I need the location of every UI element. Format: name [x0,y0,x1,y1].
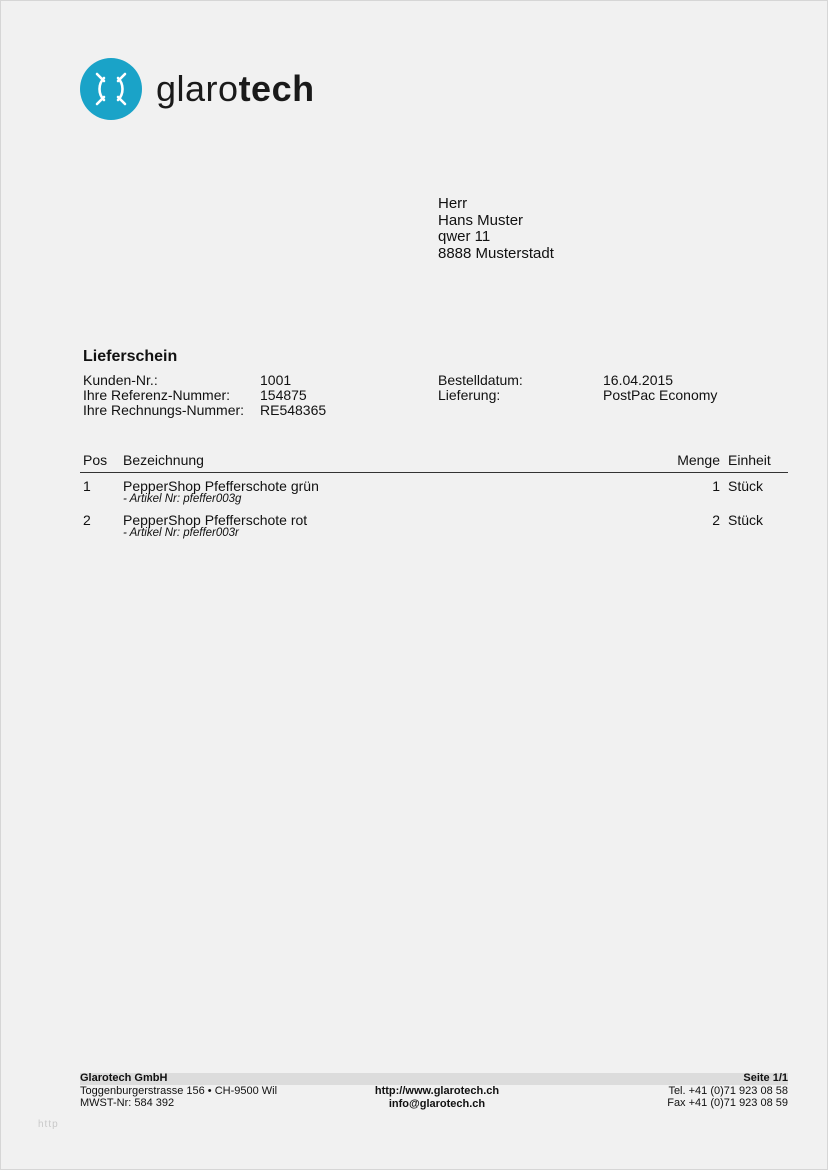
row-quantity: 1 [712,478,720,494]
meta-row-delivery [438,388,717,403]
company-logo [80,58,315,120]
row-pos: 2 [83,512,91,528]
meta-value: 1001 [260,372,292,388]
table-row [80,507,788,541]
row-article-number: - Artikel Nr: pfeffer003r [123,527,239,539]
row-article-number: - Artikel Nr: pfeffer003g [123,493,242,505]
recipient-address [438,196,554,262]
footer-vat: MWST-Nr: 584 392 [80,1097,175,1109]
recipient-street: qwer 11 [438,228,491,245]
row-quantity: 2 [712,512,720,528]
document-title: Lieferschein [83,348,178,365]
glarotech-logo-icon [80,58,142,120]
header-pos: Pos [83,452,108,468]
row-description: PepperShop Pfefferschote grün [123,478,319,494]
row-description: PepperShop Pfefferschote rot [123,512,308,528]
logo-text-bold: tech [238,68,315,109]
order-meta [438,373,717,403]
meta-row-order-date [438,373,717,388]
row-unit: Stück [728,478,764,494]
items-table [80,450,788,541]
meta-row-reference-number [83,388,326,403]
recipient-name: Hans Muster [438,211,524,229]
customer-meta [83,373,326,418]
recipient-salutation: Herr [438,195,468,212]
footer-website-link[interactable]: http://www.glarotech.ch [374,1085,500,1097]
meta-label: Ihre Rechnungs-Nummer: [83,402,245,418]
meta-label: Bestelldatum: [438,372,523,388]
watermark: http [38,1119,59,1130]
header-description: Bezeichnung [123,452,204,468]
row-unit: Stück [728,512,764,528]
meta-row-invoice-number [83,403,326,418]
meta-value: 154875 [260,387,307,403]
footer-email-link[interactable]: info@glarotech.ch [388,1097,486,1110]
table-row [80,473,788,507]
row-pos: 1 [83,478,91,494]
header-unit: Einheit [728,452,771,468]
footer-company-name: Glarotech GmbH [80,1072,168,1084]
meta-value: PostPac Economy [603,387,718,403]
footer-fax: Fax +41 (0)71 923 08 59 [667,1097,788,1109]
meta-value: 16.04.2015 [603,372,674,388]
header-quantity: Menge [677,452,720,468]
meta-value: RE548365 [260,402,327,418]
recipient-city: 8888 Musterstadt [438,244,554,262]
meta-label: Kunden-Nr.: [83,372,158,388]
meta-row-customer-number [83,373,326,388]
table-header [80,450,788,473]
footer-page-info [667,1072,788,1110]
logo-wordmark [156,68,315,109]
page-number: Seite 1/1 [743,1072,788,1084]
logo-text-light: glaro [156,68,239,109]
footer-address: Toggenburgerstrasse 156 • CH-9500 Wil [80,1084,278,1097]
meta-label: Ihre Referenz-Nummer: [83,387,231,403]
footer-tel: Tel. +41 (0)71 923 08 58 [668,1084,788,1097]
meta-label: Lieferung: [438,387,501,403]
